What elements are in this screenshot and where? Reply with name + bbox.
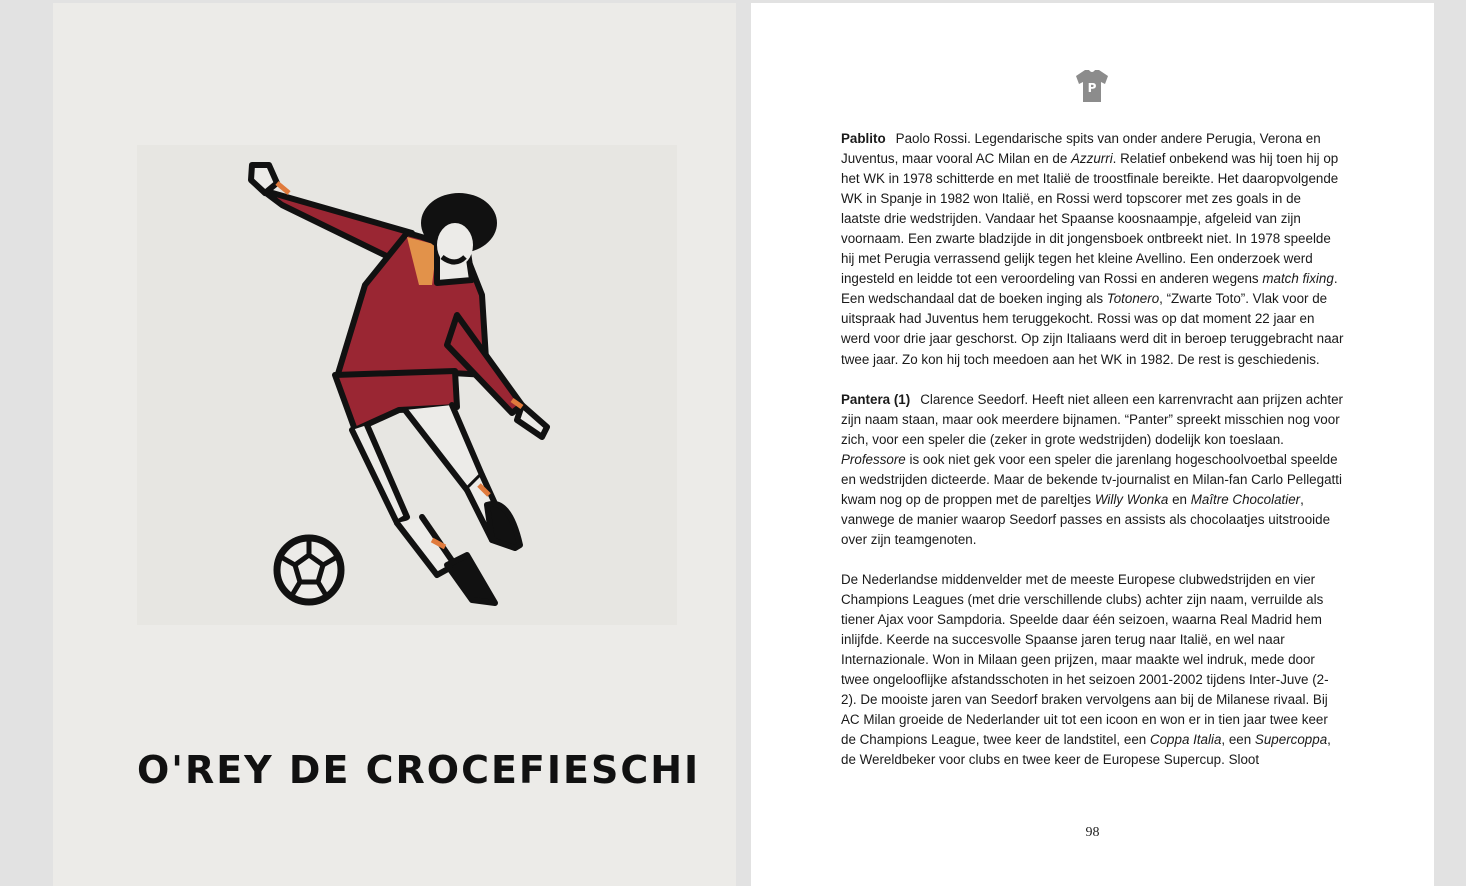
footballer-illustration: [137, 145, 677, 625]
entry-body: [841, 131, 1343, 367]
glossary-entry: [841, 570, 1344, 770]
glossary-entry: [841, 390, 1344, 550]
italic-text: Coppa Italia: [1149, 732, 1222, 748]
text-run: is ook niet gek voor een speler die jarenlang hogeschoolvoetbal speelde en wedstrijden dicteerde. Maar de bekende tv-journalist en Milan-fan Carlo Pellegatti kwam nog op de proppen met de pareltjes: [841, 451, 1342, 507]
italic-text: Azzurri: [1071, 151, 1113, 167]
entry-term: Pablito: [841, 131, 886, 146]
italic-text: match fixing: [1262, 271, 1334, 287]
shirt-icon-letter: P: [1087, 81, 1097, 95]
text-run: , een: [1221, 732, 1255, 748]
left-page: [53, 3, 736, 886]
italic-text: Willy Wonka: [1094, 491, 1169, 507]
text-run: Paolo Rossi. Legendarische spits van onder andere Perugia, Verona en Juventus, maar vooral AC Milan en de: [841, 131, 1321, 167]
text-run: , “Zwarte Toto”. Vlak voor de uitspraak had Juventus hem teruggekocht. Rossi was op dat moment 22 jaar en werd voor drie jaar geschorst. Op zijn Italiaans werd dit in beroep teruggebracht naar twee jaar. Zo kon hij toch meedoen aan het WK in 1982. De rest is geschiedenis.: [841, 291, 1344, 367]
glossary-entry: [841, 129, 1344, 370]
text-run: De Nederlandse middenvelder met de meeste Europese clubwedstrijden en vier Champions Leagues (met drie verschillende clubs) achter zijn naam, verruilde als tiener Ajax voor Sampdoria. Speelde daar één seizoen, waarna Real Madrid hem inlijfde. Keerde na succesvolle Spaanse jaren terug naar Italië, en wel naar Internazionale. Won in Milaan geen prijzen, maar maakte wel indruk, mede door twee ongelooflijke afstandsschoten in het seizoen 2001-2002 tijdens Inter-Juve (2-2). De mooiste jaren van Seedorf braken vervolgens aan bij de Milanese rivaal. Bij AC Milan groeide de Nederlander uit tot een icoon en won er in tien jaar twee keer de Champions League, twee keer de landstitel, een: [841, 571, 1329, 748]
text-run: . Een wedschandaal dat de boeken inging als: [841, 271, 1338, 307]
italic-text: Professore: [841, 451, 906, 467]
illustration-caption: O'REY DE CROCEFIESCHI: [137, 748, 701, 792]
italic-text: Totonero: [1106, 291, 1160, 307]
footballer-kicking-ball-icon: [137, 145, 677, 625]
italic-text: Supercoppa: [1254, 732, 1328, 748]
shirt-icon: [1074, 68, 1110, 104]
entry-body: [841, 572, 1331, 767]
glossary-text: [841, 129, 1344, 790]
entry-term: Pantera (1): [841, 391, 911, 407]
page-number: 98: [1085, 825, 1100, 840]
text-run: Clarence Seedorf. Heeft niet alleen een karrenvracht aan prijzen achter zijn naam staan, maar ook meerdere bijnamen. “Panter” spreekt misschien nog voor zich, voor een speler die (zeker in grote wedstrijden) dodelijk kon toeslaan.: [841, 391, 1344, 447]
text-run: . Relatief onbekend was hij toen hij op het WK in 1978 schitterde en met Italië de troostfinale bereikte. Het daaropvolgende WK in Spanje in 1982 won Italië, en Rossi werd topscorer met zes goals in de laatste drie wedstrijden. Vandaar het Spaanse koosnaampje, afgeleid van zijn voornaam. Een zwarte bladzijde in dit jongensboek ontbreekt niet. In 1978 speelde hij met Perugia verrassend gelijk tegen het kleine Avellino. Een onderzoek werd ingesteld en leidde tot een veroordeling van Rossi en anderen wegens: [841, 151, 1339, 287]
entry-body: [841, 392, 1343, 547]
text-run: , vanwege de manier waarop Seedorf passes en assists als chocolaatjes uitstrooide over zijn teamgenoten.: [841, 491, 1331, 547]
text-run: en: [1168, 491, 1191, 507]
italic-text: Maître Chocolatier: [1190, 491, 1301, 507]
right-page: [751, 3, 1434, 886]
text-run: , de Wereldbeker voor clubs en twee keer de Europese Supercup. Sloot: [841, 732, 1331, 768]
